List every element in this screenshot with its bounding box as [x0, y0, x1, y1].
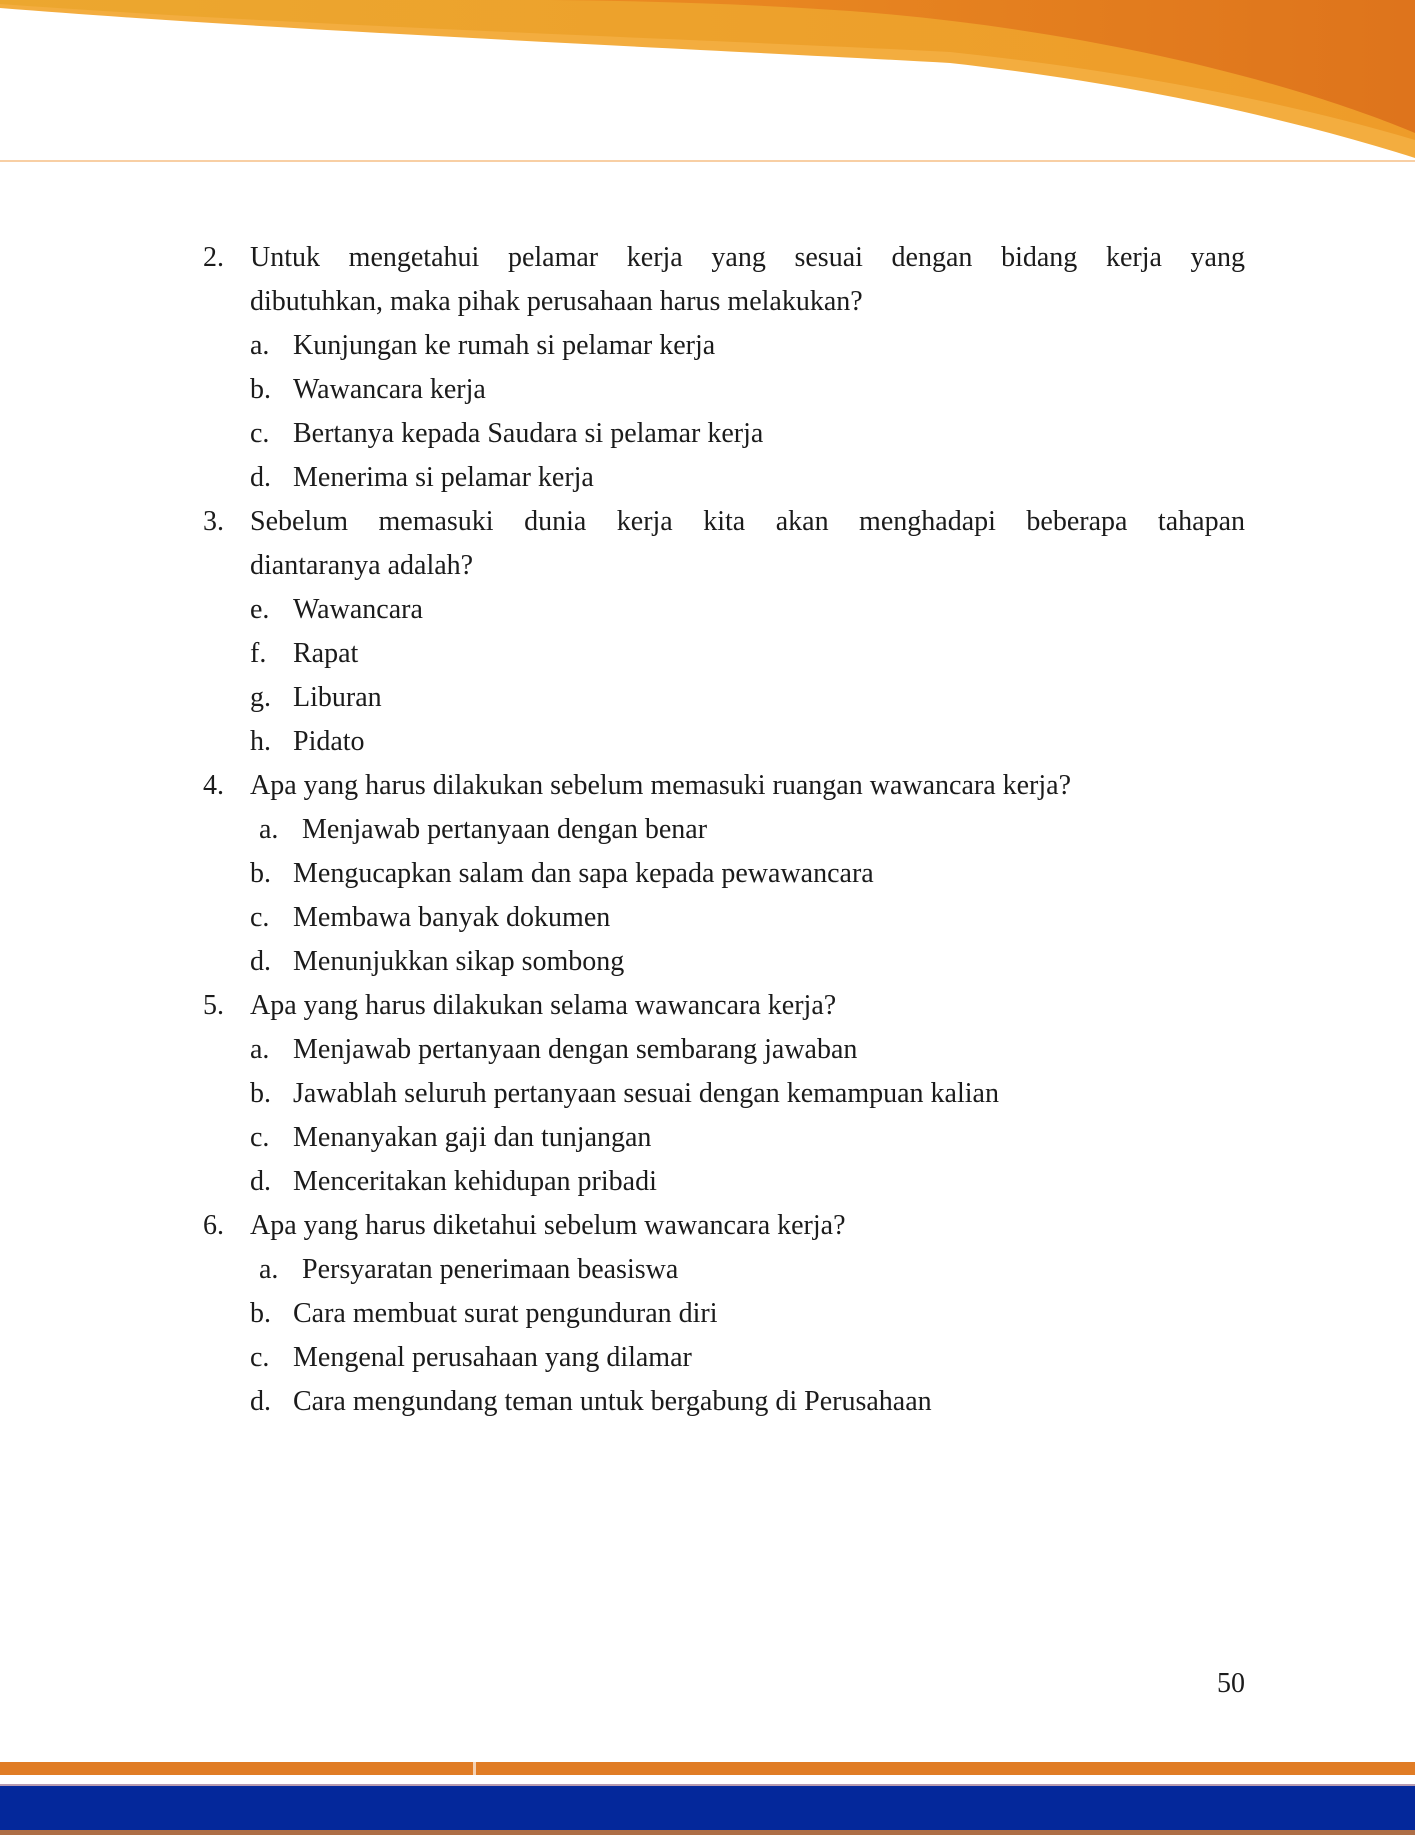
option-item [250, 324, 1245, 368]
option-text: Wawancara kerja [293, 374, 486, 405]
option-item [250, 1336, 1245, 1380]
option-text: Rapat [293, 638, 359, 669]
option-label: a. [259, 814, 279, 845]
option-list [203, 808, 1245, 984]
option-text: Persyaratan penerimaan beasiswa [302, 1254, 679, 1285]
option-text: Mengucapkan salam dan sapa kepada pewawancara [293, 858, 874, 889]
option-label: b. [250, 374, 271, 405]
option-text: Menjawab pertanyaan dengan sembarang jawaban [293, 1034, 858, 1065]
option-text: Liburan [293, 682, 382, 713]
option-item [250, 1116, 1245, 1160]
question-number: 5. [203, 990, 224, 1021]
option-item [250, 808, 1245, 852]
header-rule [0, 160, 1415, 162]
option-text: Mengenal perusahaan yang dilamar [293, 1342, 692, 1373]
option-list [203, 1248, 1245, 1424]
option-text: Menjawab pertanyaan dengan benar [302, 814, 708, 845]
question-text [250, 984, 1245, 1028]
option-item [250, 852, 1245, 896]
option-text: Pidato [293, 726, 365, 757]
option-label: c. [250, 1342, 270, 1373]
option-label: f. [250, 638, 267, 669]
question-5 [203, 984, 1245, 1204]
footer-blue-bar [0, 1786, 1415, 1830]
question-text [250, 1204, 1245, 1248]
option-label: b. [250, 1298, 271, 1329]
option-text: Membawa banyak dokumen [293, 902, 611, 933]
question-text-line: diantaranya adalah? [250, 550, 474, 581]
option-label: c. [250, 418, 270, 449]
question-text [250, 236, 1245, 324]
question-text [250, 500, 1245, 588]
option-item [250, 1028, 1245, 1072]
header-swoosh [0, 0, 1415, 165]
question-text [250, 764, 1245, 808]
option-label: a. [250, 1034, 270, 1065]
option-label: g. [250, 682, 271, 713]
option-label: d. [250, 1386, 271, 1417]
option-list [203, 1028, 1245, 1204]
option-item [250, 368, 1245, 412]
footer-orange-bar [0, 1762, 1415, 1775]
option-text: Menunjukkan sikap sombong [293, 946, 625, 977]
option-label: a. [250, 330, 270, 361]
option-item [250, 632, 1245, 676]
option-item [250, 896, 1245, 940]
footer [0, 1762, 1415, 1835]
option-label: a. [259, 1254, 279, 1285]
question-number: 6. [203, 1210, 224, 1241]
question-3 [203, 500, 1245, 764]
page-number: 50 [1217, 1668, 1245, 1699]
option-text: Bertanya kepada Saudara si pelamar kerja [293, 418, 764, 449]
question-text-line: dibutuhkan, maka pihak perusahaan harus melakukan? [250, 286, 863, 317]
question-text-line: Untuk mengetahui pelamar kerja yang sesuai dengan bidang kerja yang [250, 242, 1245, 273]
option-label: d. [250, 1166, 271, 1197]
option-label: d. [250, 946, 271, 977]
option-item [250, 1380, 1245, 1424]
question-number: 2. [203, 242, 224, 273]
option-text: Jawablah seluruh pertanyaan sesuai dengan kemampuan kalian [293, 1078, 999, 1109]
option-item [250, 412, 1245, 456]
page-content [203, 236, 1245, 1702]
question-6 [203, 1204, 1245, 1424]
question-4 [203, 764, 1245, 984]
option-item [250, 940, 1245, 984]
option-label: c. [250, 1122, 270, 1153]
option-item [250, 588, 1245, 632]
option-item [250, 456, 1245, 500]
option-text: Cara mengundang teman untuk bergabung di Perusahaan [293, 1386, 932, 1417]
question-number: 4. [203, 770, 224, 801]
option-text: Menanyakan gaji dan tunjangan [293, 1122, 652, 1153]
option-text: Menerima si pelamar kerja [293, 462, 594, 493]
option-label: d. [250, 462, 271, 493]
option-item [250, 676, 1245, 720]
question-text-line: Sebelum memasuki dunia kerja kita akan menghadapi beberapa tahapan [250, 506, 1245, 537]
option-item [250, 1160, 1245, 1204]
option-item [250, 1292, 1245, 1336]
question-number: 3. [203, 506, 224, 537]
option-list [203, 324, 1245, 500]
footer-orange-bar-divider [473, 1762, 476, 1775]
question-text-line: Apa yang harus diketahui sebelum wawancara kerja? [250, 1210, 846, 1241]
question-text-line: Apa yang harus dilakukan selama wawancara kerja? [250, 990, 837, 1021]
footer-white-strip [0, 1775, 1415, 1784]
question-2 [203, 236, 1245, 500]
option-text: Kunjungan ke rumah si pelamar kerja [293, 330, 716, 361]
option-label: c. [250, 902, 270, 933]
option-label: h. [250, 726, 271, 757]
option-text: Menceritakan kehidupan pribadi [293, 1166, 657, 1197]
option-item [250, 1072, 1245, 1116]
option-label: b. [250, 858, 271, 889]
option-list [203, 588, 1245, 764]
option-item [250, 720, 1245, 764]
option-text: Wawancara [293, 594, 423, 625]
option-label: e. [250, 594, 270, 625]
question-text-line: Apa yang harus dilakukan sebelum memasuki ruangan wawancara kerja? [250, 770, 1072, 801]
option-label: b. [250, 1078, 271, 1109]
option-text: Cara membuat surat pengunduran diri [293, 1298, 718, 1329]
swoosh-graphic [0, 0, 1415, 165]
option-item [250, 1248, 1245, 1292]
